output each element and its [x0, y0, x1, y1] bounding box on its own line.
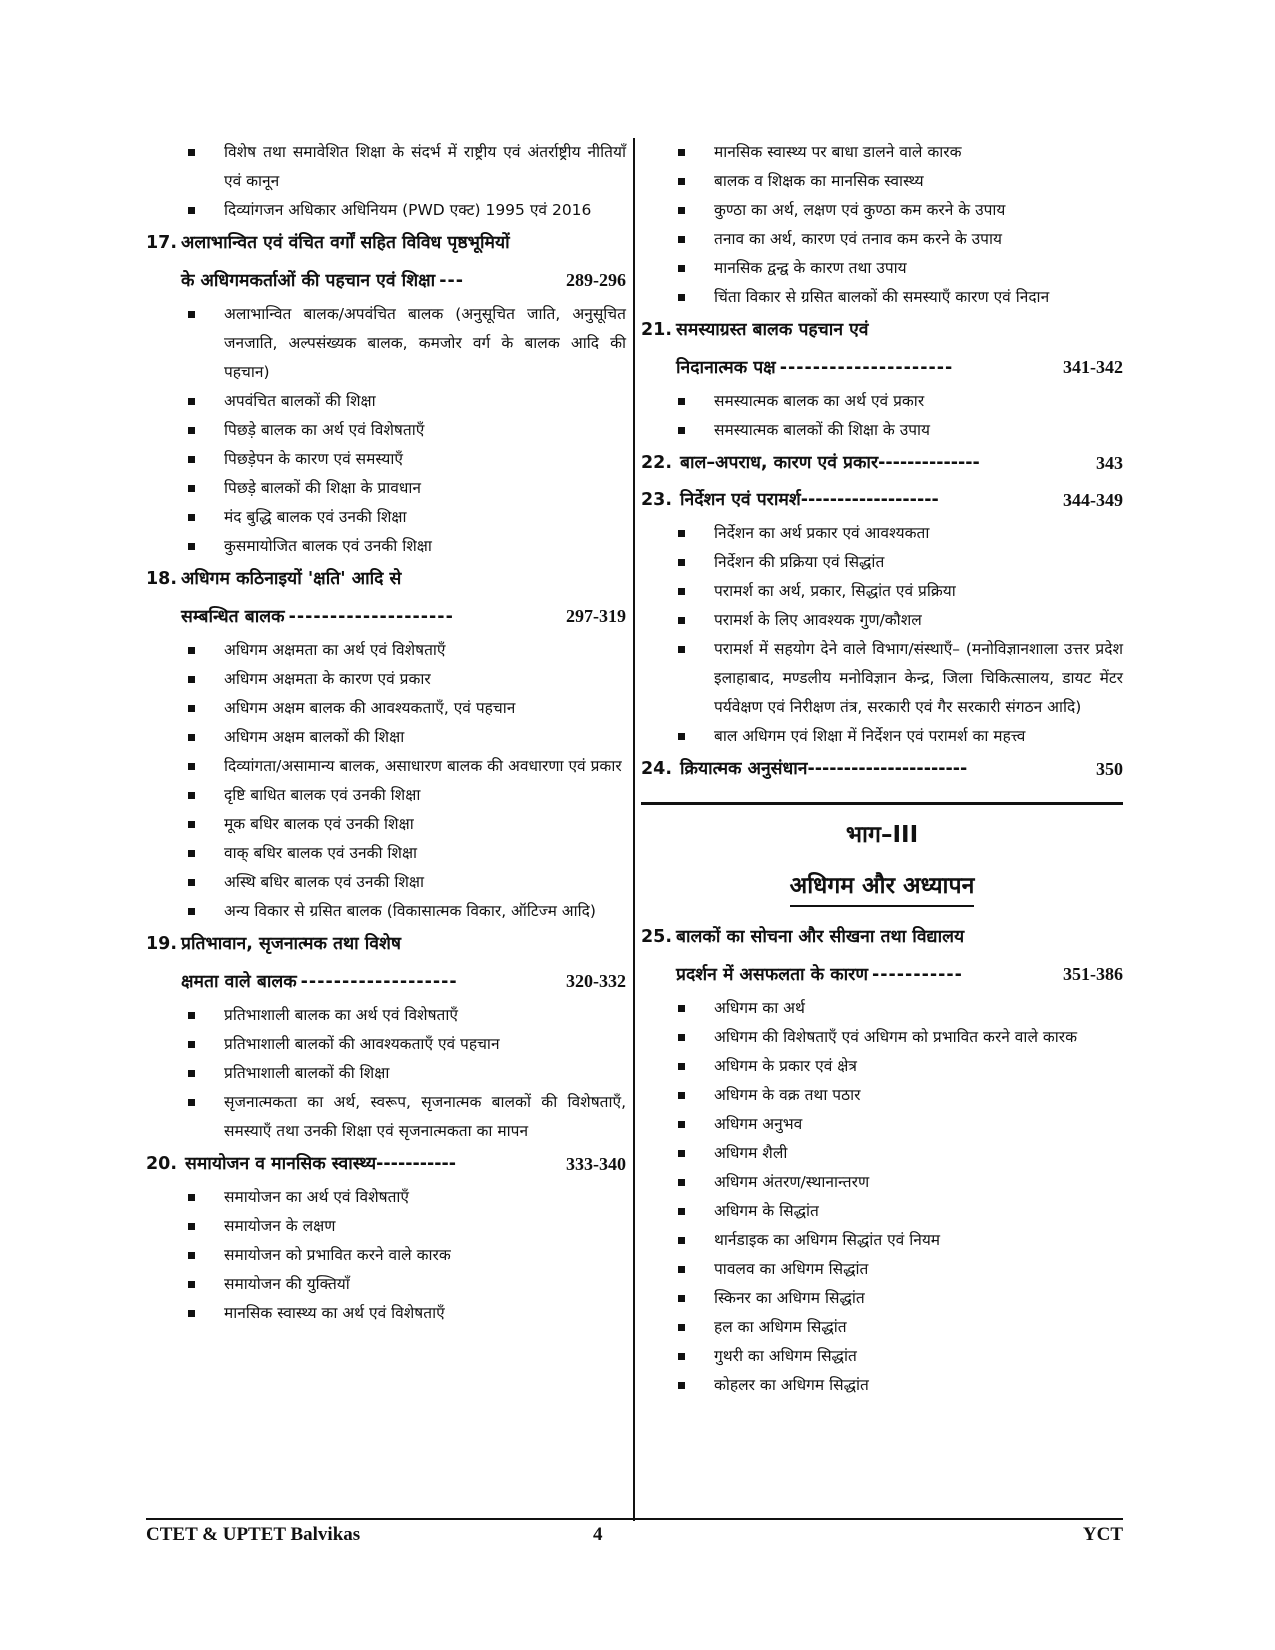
section-title: बालकों का सोचना और सीखना तथा विद्यालय: [676, 927, 965, 947]
section-number: 23.: [641, 490, 673, 510]
toc-bullet-item: मंद बुद्धि बालक एवं उनकी शिक्षा: [146, 503, 626, 532]
toc-bullet-item: विशेष तथा समावेशित शिक्षा के संदर्भ में राष्ट्रीय एवं अंतर्राष्ट्रीय नीतियाँ एवं कानून: [146, 138, 626, 196]
section-dash-leader: -----------: [872, 965, 963, 985]
section-heading-line: [146, 963, 626, 1001]
section-title: समस्याग्रस्त बालक पहचान एवं: [676, 320, 869, 340]
toc-bullet-item: हल का अधिगम सिद्धांत: [641, 1313, 1123, 1342]
section-heading-line: [641, 312, 1123, 349]
footer-publisher: YCT: [1082, 1524, 1123, 1545]
section-title-continued: प्रदर्शन में असफलता के कारण: [676, 965, 868, 985]
section-dash-leader: ---------------------: [779, 358, 954, 378]
section-title-continued: के अधिगमकर्ताओं की पहचान एवं शिक्षा: [181, 271, 436, 291]
toc-bullet-item: समायोजन का अर्थ एवं विशेषताएँ: [146, 1183, 626, 1212]
toc-bullet-item: अधिगम के वक्र तथा पठार: [641, 1081, 1123, 1110]
toc-bullet-item: अधिगम की विशेषताएँ एवं अधिगम को प्रभावित करने वाले कारक: [641, 1023, 1123, 1052]
left-column: [146, 138, 626, 1328]
footer-book-title: CTET & UPTET Balvikas: [146, 1524, 361, 1545]
toc-bullet-item: थार्नडाइक का अधिगम सिद्धांत एवं नियम: [641, 1226, 1123, 1255]
toc-section-heading: [146, 561, 626, 636]
section-title: अधिगम कठिनाइयों 'क्षति' आदि से: [181, 569, 402, 589]
toc-bullet-item: चिंता विकार से ग्रसित बालकों की समस्याएँ कारण एवं निदान: [641, 283, 1123, 312]
toc-bullet-item: समायोजन की युक्तियाँ: [146, 1270, 626, 1299]
toc-bullet-item: प्रतिभाशाली बालक का अर्थ एवं विशेषताएँ: [146, 1001, 626, 1030]
toc-bullet-item: परामर्श के लिए आवश्यक गुण/कौशल: [641, 606, 1123, 635]
section-number: 20.: [146, 1154, 178, 1174]
section-number: 24.: [641, 759, 673, 779]
toc-bullet-item: बालक व शिक्षक का मानसिक स्वास्थ्य: [641, 167, 1123, 196]
toc-bullet-item: सृजनात्मकता का अर्थ, स्वरूप, सृजनात्मक बालकों की विशेषताएँ, समस्याएँ तथा उनकी शिक्षा एवं सृजनात्मकता का मापन: [146, 1088, 626, 1146]
section-heading-line: [641, 919, 1123, 956]
toc-bullet-item: अपवंचित बालकों की शिक्षा: [146, 387, 626, 416]
toc-bullet-item: वाक् बधिर बालक एवं उनकी शिक्षा: [146, 839, 626, 868]
toc-section-heading: [146, 1146, 626, 1183]
section-page-range: 350: [1096, 759, 1123, 779]
section-title-continued: निदानात्मक पक्ष: [676, 358, 776, 378]
toc-bullet-item: बाल अधिगम एवं शिक्षा में निर्देशन एवं परामर्श का महत्त्व: [641, 722, 1123, 751]
toc-bullet-item: अधिगम अंतरण/स्थानान्तरण: [641, 1168, 1123, 1197]
section-heading-line: [641, 751, 1123, 788]
toc-bullet-item: कुसमायोजित बालक एवं उनकी शिक्षा: [146, 532, 626, 561]
toc-bullet-item: दिव्यांगजन अधिकार अधिनियम (PWD एक्ट) 1995 एवं 2016: [146, 196, 626, 225]
section-heading-line: [146, 926, 626, 963]
section-heading-line: [641, 956, 1123, 994]
part-heading: भाग–III: [845, 822, 919, 848]
section-title: निर्देशन एवं परामर्श-------------------: [680, 490, 939, 510]
toc-bullet-item: अधिगम शैली: [641, 1139, 1123, 1168]
section-dash-leader: --------------------: [288, 607, 454, 627]
section-title: प्रतिभावान, सृजनात्मक तथा विशेष: [181, 934, 402, 954]
toc-bullet-item: पिछड़ेपन के कारण एवं समस्याएँ: [146, 445, 626, 474]
toc-bullet-item: तनाव का अर्थ, कारण एवं तनाव कम करने के उपाय: [641, 225, 1123, 254]
toc-bullet-item: मानसिक स्वास्थ्य का अर्थ एवं विशेषताएँ: [146, 1299, 626, 1328]
toc-bullet-item: प्रतिभाशाली बालकों की शिक्षा: [146, 1059, 626, 1088]
toc-bullet-item: समायोजन को प्रभावित करने वाले कारक: [146, 1241, 626, 1270]
toc-section-heading: [641, 482, 1123, 519]
footer-page-number: 4: [593, 1524, 603, 1545]
toc-bullet-item: अधिगम अक्षम बालकों की शिक्षा: [146, 723, 626, 752]
section-page-range: 344-349: [1063, 490, 1123, 510]
toc-bullet-item: पावलव का अधिगम सिद्धांत: [641, 1255, 1123, 1284]
section-title: क्रियात्मक अनुसंधान----------------------: [680, 759, 968, 779]
section-page-range: 343: [1096, 453, 1123, 473]
toc-bullet-item: समस्यात्मक बालकों की शिक्षा के उपाय: [641, 416, 1123, 445]
toc-section-heading: [641, 751, 1123, 788]
toc-bullet-item: निर्देशन का अर्थ प्रकार एवं आवश्यकता: [641, 519, 1123, 548]
section-heading-line: [146, 1146, 626, 1183]
toc-bullet-item: समस्यात्मक बालक का अर्थ एवं प्रकार: [641, 387, 1123, 416]
toc-bullet-item: अधिगम का अर्थ: [641, 994, 1123, 1023]
section-page-range: 320-332: [566, 971, 626, 991]
toc-bullet-item: अधिगम के प्रकार एवं क्षेत्र: [641, 1052, 1123, 1081]
section-heading-line: [641, 445, 1123, 482]
page-footer: [146, 1518, 1123, 1557]
toc-bullet-item: अधिगम के सिद्धांत: [641, 1197, 1123, 1226]
section-number: 17.: [146, 233, 178, 253]
toc-bullet-item: अस्थि बधिर बालक एवं उनकी शिक्षा: [146, 868, 626, 897]
toc-section-heading: [146, 225, 626, 300]
right-column: [641, 138, 1123, 1400]
toc-section-heading: [641, 445, 1123, 482]
section-heading-line: [146, 561, 626, 598]
section-number: 21.: [641, 320, 673, 340]
section-heading-line: [641, 349, 1123, 387]
section-number: 19.: [146, 934, 178, 954]
section-title: अलाभान्वित एवं वंचित वर्गों सहित विविध पृष्ठभूमियों: [181, 233, 510, 253]
toc-bullet-item: निर्देशन की प्रक्रिया एवं सिद्धांत: [641, 548, 1123, 577]
section-title-continued: सम्बन्धित बालक: [181, 607, 285, 627]
section-number: 25.: [641, 927, 673, 947]
toc-section-heading: [146, 926, 626, 1001]
section-title-continued: क्षमता वाले बालक: [181, 972, 297, 992]
section-title: समायोजन व मानसिक स्वास्थ्य-----------: [185, 1154, 457, 1174]
section-heading-line: [146, 225, 626, 262]
toc-bullet-item: अलाभान्वित बालक/अपवंचित बालक (अनुसूचित जाति, अनुसूचित जनजाति, अल्पसंख्यक बालक, कमजोर वर्ग के बालक आदि की पहचान): [146, 300, 626, 387]
toc-bullet-item: अधिगम अक्षमता के कारण एवं प्रकार: [146, 665, 626, 694]
toc-bullet-item: मानसिक द्वन्द्व के कारण तथा उपाय: [641, 254, 1123, 283]
toc-bullet-item: पिछड़े बालकों की शिक्षा के प्रावधान: [146, 474, 626, 503]
toc-bullet-item: कोहलर का अधिगम सिद्धांत: [641, 1371, 1123, 1400]
toc-bullet-item: कुण्ठा का अर्थ, लक्षण एवं कुण्ठा कम करने के उपाय: [641, 196, 1123, 225]
toc-bullet-item: दृष्टि बाधित बालक एवं उनकी शिक्षा: [146, 781, 626, 810]
section-page-range: 351-386: [1063, 964, 1123, 984]
section-heading-line: [146, 598, 626, 636]
section-page-range: 289-296: [566, 270, 626, 290]
section-page-range: 333-340: [566, 1154, 626, 1174]
toc-section-heading: [641, 312, 1123, 387]
toc-section-heading: [641, 919, 1123, 994]
part-separator-rule: [641, 802, 1123, 805]
section-page-range: 341-342: [1063, 357, 1123, 377]
contents-page: [146, 138, 1123, 1518]
section-heading-line: [146, 262, 626, 300]
toc-bullet-item: अधिगम अक्षमता का अर्थ एवं विशेषताएँ: [146, 636, 626, 665]
toc-bullet-item: परामर्श का अर्थ, प्रकार, सिद्धांत एवं प्रक्रिया: [641, 577, 1123, 606]
section-title: बाल–अपराध, कारण एवं प्रकार--------------: [680, 453, 980, 473]
toc-bullet-item: गुथरी का अधिगम सिद्धांत: [641, 1342, 1123, 1371]
section-number: 22.: [641, 453, 673, 473]
toc-bullet-item: स्किनर का अधिगम सिद्धांत: [641, 1284, 1123, 1313]
section-dash-leader: ---: [439, 271, 464, 291]
toc-bullet-item: मानसिक स्वास्थ्य पर बाधा डालने वाले कारक: [641, 138, 1123, 167]
toc-bullet-item: समायोजन के लक्षण: [146, 1212, 626, 1241]
toc-bullet-item: पिछड़े बालक का अर्थ एवं विशेषताएँ: [146, 416, 626, 445]
toc-bullet-item: मूक बधिर बालक एवं उनकी शिक्षा: [146, 810, 626, 839]
toc-bullet-item: अन्य विकार से ग्रसित बालक (विकासात्मक विकार, ऑटिज्म आदि): [146, 897, 626, 926]
part-subheading: अधिगम और अध्यापन: [790, 867, 975, 907]
toc-bullet-item: अधिगम अक्षम बालक की आवश्यकताएँ, एवं पहचान: [146, 694, 626, 723]
section-page-range: 297-319: [566, 606, 626, 626]
toc-bullet-item: दिव्यांगता/असामान्य बालक, असाधारण बालक की अवधारणा एवं प्रकार: [146, 752, 626, 781]
section-number: 18.: [146, 569, 178, 589]
section-dash-leader: -------------------: [300, 972, 458, 992]
column-divider: [633, 138, 635, 1521]
toc-bullet-item: प्रतिभाशाली बालकों की आवश्यकताएँ एवं पहचान: [146, 1030, 626, 1059]
toc-bullet-item: परामर्श में सहयोग देने वाले विभाग/संस्थाएँ– (मनोविज्ञानशाला उत्तर प्रदेश इलाहाबाद, मण्डलीय मनोविज्ञान केन्द्र, जिला चिकित्सालय, डायट मेंटर पर्यवेक्षण एवं निरीक्षण तंत्र, सरकारी एवं गैर सरकारी संगठन आदि): [641, 635, 1123, 722]
section-heading-line: [641, 482, 1123, 519]
toc-bullet-item: अधिगम अनुभव: [641, 1110, 1123, 1139]
